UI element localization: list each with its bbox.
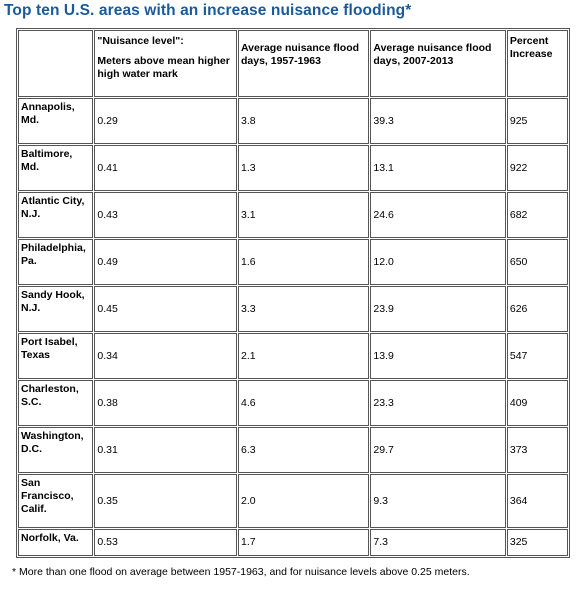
days-2007-2013-cell: 29.7 xyxy=(370,427,505,473)
percent-increase-cell: 925 xyxy=(507,98,568,144)
days-1957-1963-cell: 2.1 xyxy=(238,333,369,379)
days-2007-2013-cell: 9.3 xyxy=(370,474,505,528)
table-row xyxy=(18,145,568,191)
header-days-2007-2013: Average nuisance flood days, 2007-2013 xyxy=(370,30,505,97)
table-row xyxy=(18,333,568,379)
percent-increase-cell: 922 xyxy=(507,145,568,191)
area-cell: Atlantic City, N.J. xyxy=(18,192,93,238)
percent-increase-cell: 409 xyxy=(507,380,568,426)
nuisance-level-cell: 0.49 xyxy=(94,239,237,285)
percent-increase-cell: 325 xyxy=(507,529,568,556)
area-cell: Philadelphia, Pa. xyxy=(18,239,93,285)
table-row xyxy=(18,427,568,473)
nuisance-level-cell: 0.34 xyxy=(94,333,237,379)
days-1957-1963-cell: 2.0 xyxy=(238,474,369,528)
percent-increase-cell: 364 xyxy=(507,474,568,528)
table-header-row xyxy=(18,30,568,97)
days-1957-1963-cell: 1.3 xyxy=(238,145,369,191)
footnote: * More than one flood on average between 1957-1963, and for nuisance levels above 0.25 meters. xyxy=(12,566,470,578)
days-1957-1963-cell: 1.7 xyxy=(238,529,369,556)
table-row xyxy=(18,474,568,528)
area-cell: San Francisco, Calif. xyxy=(18,474,93,528)
days-2007-2013-cell: 39.3 xyxy=(370,98,505,144)
area-cell: Annapolis, Md. xyxy=(18,98,93,144)
header-percent-increase: Percent Increase xyxy=(507,30,568,97)
nuisance-level-cell: 0.41 xyxy=(94,145,237,191)
nuisance-level-cell: 0.43 xyxy=(94,192,237,238)
days-2007-2013-cell: 7.3 xyxy=(370,529,505,556)
nuisance-level-cell: 0.35 xyxy=(94,474,237,528)
days-1957-1963-cell: 3.1 xyxy=(238,192,369,238)
header-area xyxy=(18,30,93,97)
table-row xyxy=(18,380,568,426)
nuisance-level-cell: 0.45 xyxy=(94,286,237,332)
flooding-table xyxy=(16,28,570,558)
days-2007-2013-cell: 13.1 xyxy=(370,145,505,191)
days-1957-1963-cell: 3.3 xyxy=(238,286,369,332)
table-row xyxy=(18,239,568,285)
area-cell: Charleston, S.C. xyxy=(18,380,93,426)
table-row xyxy=(18,529,568,556)
days-2007-2013-cell: 23.9 xyxy=(370,286,505,332)
percent-increase-cell: 626 xyxy=(507,286,568,332)
percent-increase-cell: 547 xyxy=(507,333,568,379)
days-2007-2013-cell: 24.6 xyxy=(370,192,505,238)
table-row xyxy=(18,192,568,238)
days-1957-1963-cell: 6.3 xyxy=(238,427,369,473)
percent-increase-cell: 650 xyxy=(507,239,568,285)
days-2007-2013-cell: 23.3 xyxy=(370,380,505,426)
page-title: Top ten U.S. areas with an increase nuisance flooding* xyxy=(4,2,412,19)
table-row xyxy=(18,98,568,144)
area-cell: Washington, D.C. xyxy=(18,427,93,473)
area-cell: Sandy Hook, N.J. xyxy=(18,286,93,332)
days-1957-1963-cell: 1.6 xyxy=(238,239,369,285)
nuisance-level-cell: 0.29 xyxy=(94,98,237,144)
header-nuisance-level-title: "Nuisance level": xyxy=(97,35,184,47)
area-cell: Norfolk, Va. xyxy=(18,529,93,556)
header-days-1957-1963: Average nuisance flood days, 1957-1963 xyxy=(238,30,369,97)
days-1957-1963-cell: 4.6 xyxy=(238,380,369,426)
days-1957-1963-cell: 3.8 xyxy=(238,98,369,144)
days-2007-2013-cell: 12.0 xyxy=(370,239,505,285)
header-nuisance-level-desc: Meters above mean higher high water mark xyxy=(97,55,230,80)
nuisance-level-cell: 0.38 xyxy=(94,380,237,426)
header-nuisance-level xyxy=(94,30,237,97)
percent-increase-cell: 373 xyxy=(507,427,568,473)
nuisance-level-cell: 0.31 xyxy=(94,427,237,473)
percent-increase-cell: 682 xyxy=(507,192,568,238)
area-cell: Baltimore, Md. xyxy=(18,145,93,191)
table-row xyxy=(18,286,568,332)
days-2007-2013-cell: 13.9 xyxy=(370,333,505,379)
area-cell: Port Isabel, Texas xyxy=(18,333,93,379)
nuisance-level-cell: 0.53 xyxy=(94,529,237,556)
